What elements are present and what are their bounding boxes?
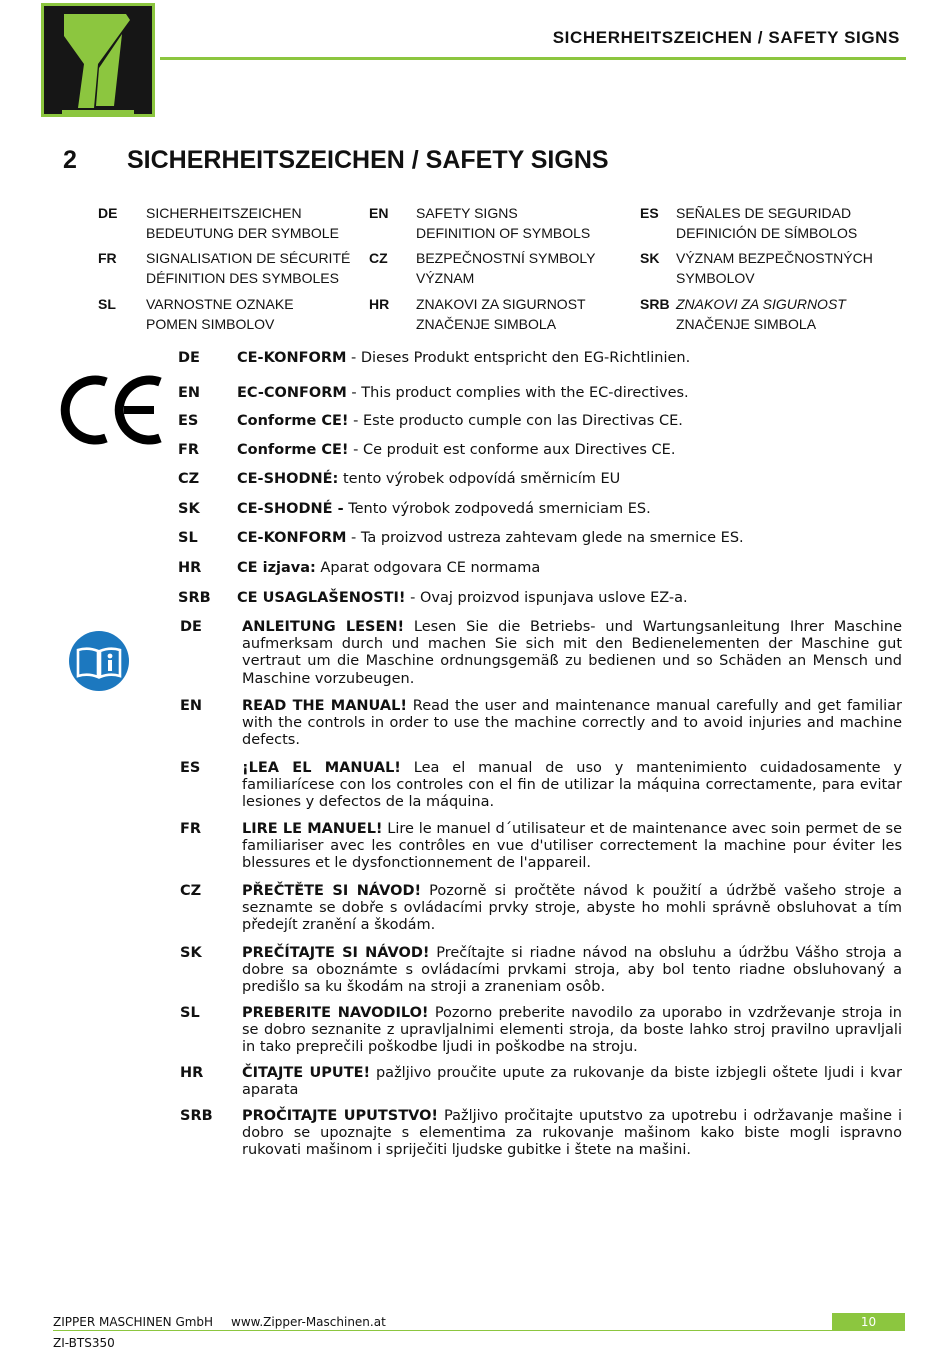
symbol-entry-text: VÝZNAM BEZPEČNOSTNÝCH SYMBOLOV [676,250,873,286]
lang-code: ES [178,413,199,429]
lang-code: SK [640,250,660,266]
page-number: 10 [832,1313,905,1331]
lang-code: HR [180,1065,204,1081]
symbol-entry-text: SIGNALISATION DE SÉCURITÉ DÉFINITION DES SYMBOLES [146,250,351,286]
symbol-entry-text: SEÑALES DE SEGURIDAD DEFINICIÓN DE SÍMBOLOS [676,205,858,241]
zipper-logo [41,3,155,117]
section-title: SICHERHEITSZEICHEN / SAFETY SIGNS [127,146,609,174]
z-logo-icon [44,6,152,114]
symbol-entry-text: SICHERHEITSZEICHEN BEDEUTUNG DER SYMBOLE [146,205,339,241]
ce-text: CE-KONFORM - Dieses Produkt entspricht den EG-Richtlinien. [237,350,691,366]
ce-mark-icon [60,374,164,446]
lang-code: CZ [178,471,200,487]
ce-text: CE-SHODNÉ - Tento výrobok zodpovedá smerniciam ES. [237,501,651,517]
lang-code: EN [178,385,201,401]
manual-paragraph-hr: ČITAJTE UPUTE! pažljivo proučite upute za rukovanje da biste izbjegli oštete ljudi i kvar aparata [242,1065,902,1099]
lang-code: FR [178,442,200,458]
header-title: SICHERHEITSZEICHEN / SAFETY SIGNS [552,28,900,47]
lang-code: HR [178,560,202,576]
lang-code: SL [178,530,198,546]
section-number: 2 [63,146,77,174]
manual-paragraph-fr: LIRE LE MANUEL! Lire le manuel d´utilisateur et de maintenance avec soin permet de se familiariser avec les contrôles en vue d'utiliser correctement la machine pour éviter les blessures et le dysfonctionnement de l'appareil. [242,821,902,872]
lang-code: SK [178,501,200,517]
lang-code: DE [178,350,200,366]
lang-code: DE [180,619,202,635]
symbol-entry-text: ZNAKOVI ZA SIGURNOST ZNAČENJE SIMBOLA [676,296,846,332]
manual-paragraph-sk: PREČÍTAJTE SI NÁVOD! Prečítajte si riadne návod na obsluhu a údržbu Vášho stroja a dobre sa oboznámte s ovládacími prvkami stroja, aby bol tento riadne obsluhovaný a predišlo sa ku škodám na stroji a zraneniam osôb. [242,945,902,996]
lang-code: SRB [178,590,211,606]
manual-paragraph-en: READ THE MANUAL! Read the user and maintenance manual carefully and get familiar with the controls in order to use the machine correctly and to avoid injuries and machine defects. [242,698,902,749]
manual-paragraph-sl: PREBERITE NAVODILO! Pozorno preberite navodilo za uporabo in vzdrževanje stroja in se dobro seznanite z upravljalnimi elementi stroja, da boste lahko stroj pravilno upravljali in tako preprečili poškodbe ljudi in poškodbe na stroju. [242,1005,902,1056]
symbol-entry-text: BEZPEČNOSTNÍ SYMBOLY VÝZNAM [416,250,596,286]
footer-divider [53,1330,832,1331]
manual-paragraph-cz: PŘEČTĚTE SI NÁVOD! Pozorně si pročtěte návod k použití a údržbě vašeho stroje a seznamte se dobře s ovládacími prvky stroje, abyste ho mohli správně obsluhovat a tím předejít zranění a škodám. [242,883,902,934]
ce-text: Conforme CE! - Ce produit est conforme aux Directives CE. [237,442,676,458]
lang-code: HR [369,296,390,312]
ce-text: CE USAGLAŠENOSTI! - Ovaj proizvod ispunjava uslove EZ-a. [237,590,688,606]
lang-code: FR [98,250,117,266]
ce-text: EC-CONFORM - This product complies with the EC-directives. [237,385,689,401]
ce-text: CE-KONFORM - Ta proizvod ustreza zahtevam glede na smernice ES. [237,530,744,546]
lang-code: SRB [640,296,670,312]
lang-code: CZ [180,883,202,899]
ce-text: CE-SHODNÉ: tento výrobek odpovídá směrnicím EU [237,471,621,487]
manual-paragraph-de: ANLEITUNG LESEN! Lesen Sie die Betriebs- und Wartungsanleitung Ihrer Maschine aufmerksam durch und machen Sie sich mit den Bedienelementen der Maschine gut vertraut um die Maschine ordnungsgemäß zu bedienen und so Schäden an Mensch und Maschine vorzubeugen. [242,619,902,687]
lang-code: DE [98,205,118,221]
lang-code: SL [180,1005,200,1021]
footer-website-link[interactable]: www.Zipper-Maschinen.at [231,1315,386,1329]
lang-code: ES [640,205,659,221]
lang-code: FR [180,821,202,837]
manual-paragraph-srb: PROČITAJTE UPUTSTVO! Pažljivo pročitajte uputstvo za upotrebu i održavanje mašine i dobro se upoznajte s elementima za rukovanje mašinom kako biste mogli ispravno rukovati mašinom i spriječiti ljudske gubitke i štete na mašini. [242,1108,902,1159]
symbol-entry-text: SAFETY SIGNS DEFINITION OF SYMBOLS [416,205,591,241]
ce-text: Conforme CE! - Este producto cumple con las Directivas CE. [237,413,683,429]
symbol-entry-text: VARNOSTNE OZNAKE POMEN SIMBOLOV [146,296,294,332]
lang-code: SK [180,945,202,961]
symbol-entry-text: ZNAKOVI ZA SIGURNOST ZNAČENJE SIMBOLA [416,296,586,332]
lang-code: SL [98,296,116,312]
lang-code: EN [180,698,203,714]
lang-code: ES [180,760,201,776]
read-manual-icon [68,630,130,692]
lang-code: EN [369,205,389,221]
header-divider [160,57,906,60]
lang-code: SRB [180,1108,213,1124]
footer-company: ZIPPER MASCHINEN GmbH [53,1315,214,1329]
footer-model: ZI-BTS350 [53,1336,115,1350]
ce-text: CE izjava: Aparat odgovara CE normama [237,560,541,576]
lang-code: CZ [369,250,388,266]
manual-paragraph-es: ¡LEA EL MANUAL! Lea el manual de uso y mantenimiento cuidadosamente y familiarícese con los controles con el fin de utilizar la máquina correctamente, para evitar lesiones y defectos de la máquina. [242,760,902,811]
